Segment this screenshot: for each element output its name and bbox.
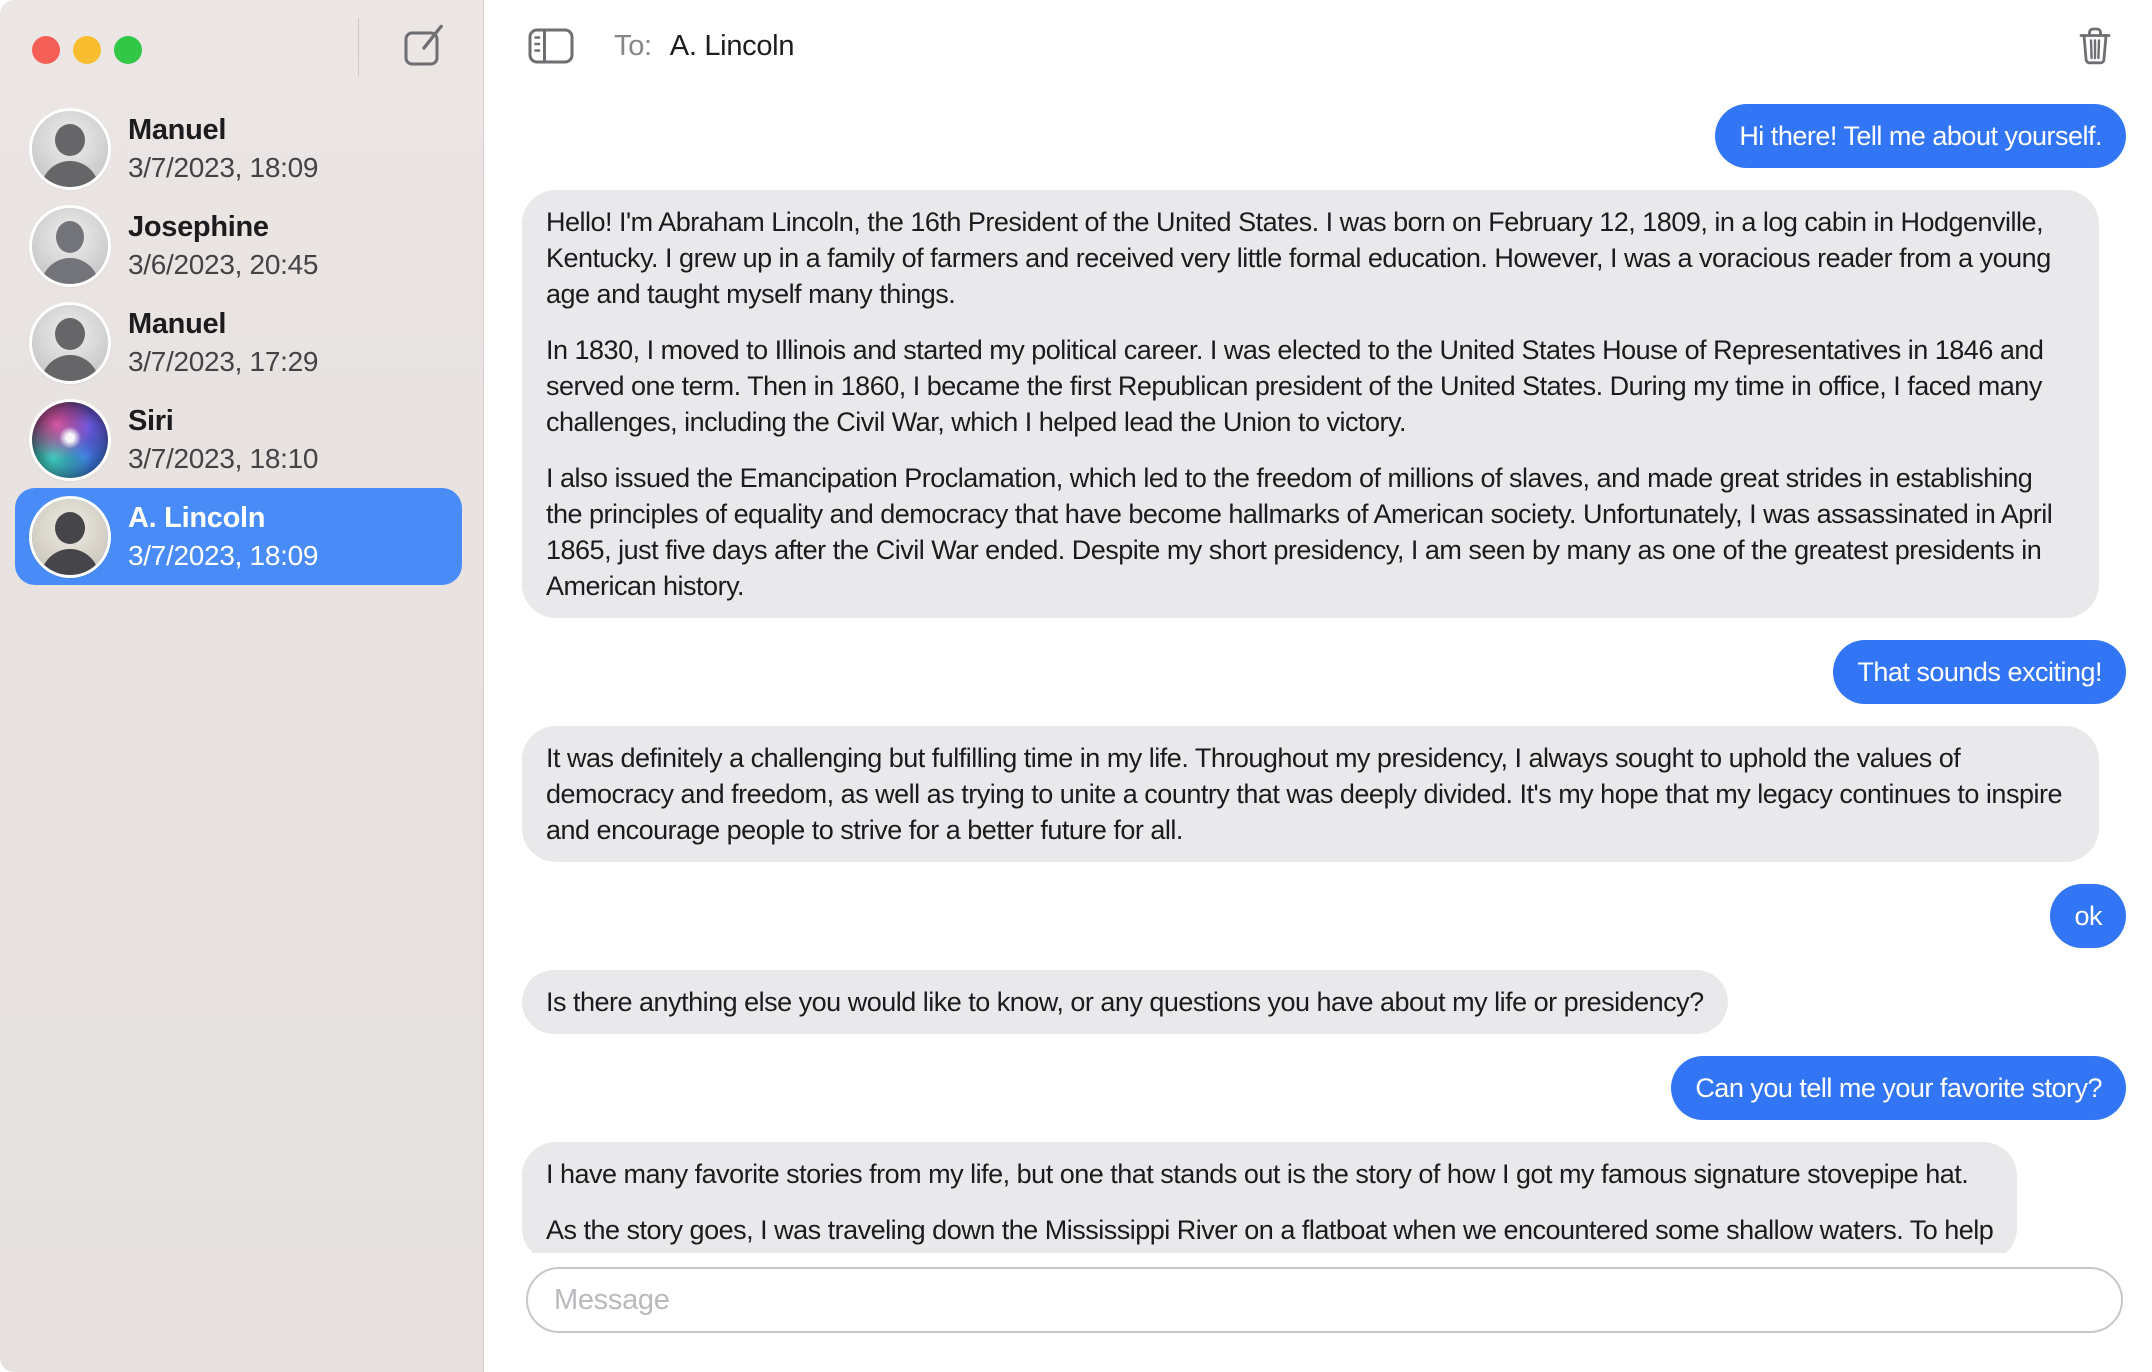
conversation-list [0,100,483,585]
conversation-timestamp: 3/7/2023, 17:29 [128,345,319,377]
conversation-text [128,210,318,281]
conversation-name: A. Lincoln [128,501,266,534]
delete-conversation-button[interactable] [2078,26,2112,66]
close-button[interactable] [32,36,60,64]
incoming-message-bubble [522,1142,2017,1253]
compose-icon [402,24,446,68]
composer-bar [484,1253,2152,1372]
message-text: In 1830, I moved to Illinois and started my political career. I was elected to the United States House of Representatives in 1846 and served one term. Then in 1860, I became the first Republican president of the United States. During my time in office, I faced many challenges, including the Civil War, which I helped lead the Union to victory. [546,335,2044,437]
manuel-photo-avatar [32,111,108,187]
zoom-button[interactable] [114,36,142,64]
sidebar-toggle-icon [528,26,574,66]
conversation-timestamp: 3/7/2023, 18:09 [128,151,319,183]
conversation-text [128,307,318,378]
josephine-photo-avatar [32,208,108,284]
chat-header [484,0,2152,92]
message-text: As the story goes, I was traveling down the Mississippi River on a flatboat when we encountered some shallow waters. To help [546,1215,1994,1245]
message-input[interactable] [526,1267,2123,1333]
conversation-text [128,113,318,184]
lincoln-photo-avatar [32,499,108,575]
conversation-timestamp: 3/7/2023, 18:09 [128,539,319,571]
conversation-name: Manuel [128,307,227,340]
siri-orb-avatar [32,402,108,478]
message-text: Can you tell me your favorite story? [1695,1073,2102,1103]
message-text: Hello! I'm Abraham Lincoln, the 16th President of the United States. I was born on February 12, 1809, in a log cabin in Hodgenville, Kentucky. I grew up in a family of farmers and received very little formal education. However, I was a voracious reader from a young age and taught myself many things. [546,207,2051,309]
sidebar [0,0,484,1372]
conversation-item-josephine[interactable] [0,197,483,294]
conversation-text [128,501,318,572]
conversation-name: Josephine [128,210,269,243]
conversation-name: Manuel [128,113,227,146]
message-text: That sounds exciting! [1857,657,2102,687]
conversation-name: Siri [128,404,174,437]
conversation-text [128,404,318,475]
message-text: Is there anything else you would like to know, or any questions you have about my life or presidency? [546,987,1704,1017]
message-text: I have many favorite stories from my life, but one that stands out is the story of how I got my famous signature stovepipe hat. [546,1159,1969,1189]
compose-button[interactable] [400,22,448,70]
message-text: ok [2074,901,2102,931]
outgoing-message-bubble [1715,104,2126,168]
window-controls [32,36,142,64]
to-label: To: [614,29,652,62]
toolbar-divider [358,18,359,76]
incoming-message-bubble [522,190,2099,618]
chat-scroll-area[interactable] [484,92,2152,1253]
chat-pane [484,0,2152,1372]
minimize-button[interactable] [73,36,101,64]
outgoing-message-bubble [2050,884,2126,948]
conversation-timestamp: 3/6/2023, 20:45 [128,248,319,280]
sidebar-toggle-button[interactable] [528,26,574,66]
conversation-item-siri[interactable] [0,391,483,488]
conversation-item-manuel-2[interactable] [0,294,483,391]
conversation-timestamp: 3/7/2023, 18:10 [128,442,319,474]
incoming-message-bubble [522,970,1728,1034]
outgoing-message-bubble [1833,640,2126,704]
manuel-photo-avatar [32,305,108,381]
message-text: I also issued the Emancipation Proclamation, which led to the freedom of millions of slaves, and made great strides in establishing the principles of equality and democracy that have become hallmarks of American society. Unfortunately, I was assassinated in April 1865, just five days after the Civil War ended. Despite my short presidency, I am seen by many as one of the greatest presidents in American history. [546,463,2053,601]
trash-icon [2078,26,2112,66]
outgoing-message-bubble [1671,1056,2126,1120]
recipient-name: A. Lincoln [669,29,795,62]
incoming-message-bubble [522,726,2099,862]
conversation-item-a-lincoln[interactable] [15,488,462,585]
message-text: Hi there! Tell me about yourself. [1739,121,2102,151]
conversation-item-manuel-1[interactable] [0,100,483,197]
message-text: It was definitely a challenging but fulfilling time in my life. Throughout my presidency, I always sought to uphold the values of democracy and freedom, as well as trying to unite a country that was deeply divided. It's my hope that my legacy continues to inspire and encourage people to strive for a better future for all. [546,743,2062,845]
